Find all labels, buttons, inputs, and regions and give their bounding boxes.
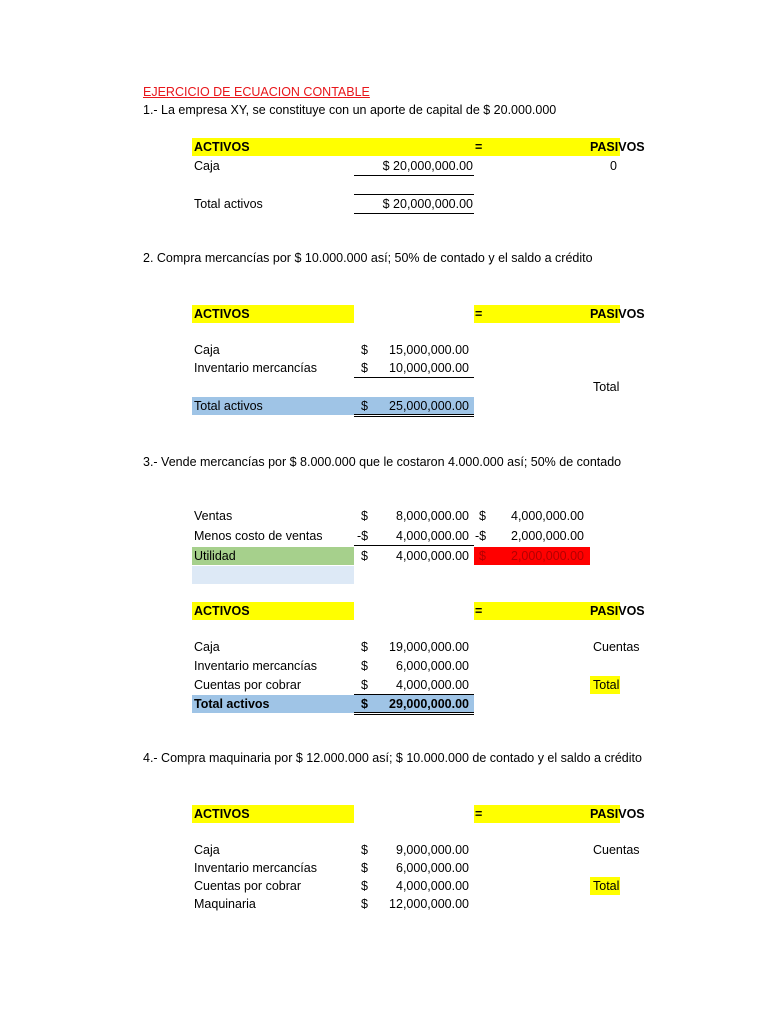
q2-total-label: Total activos [194,399,263,413]
q3-cxc-value: 4,000,000.00 [396,678,469,692]
q3-right-total-label: Total [593,678,620,692]
q3-activos-header: ACTIVOS [194,604,250,618]
q3-caja-currency: $ [361,640,368,654]
q2-total-double-underline [354,414,474,417]
q4-inventario-value: 6,000,000.00 [396,861,469,875]
q3-total-double-underline [354,712,474,715]
q1-total-value: $ 20,000,000.00 [382,197,473,211]
q4-cxc-value: 4,000,000.00 [396,879,469,893]
q4-caja-currency: $ [361,843,368,857]
q1-activos-header: ACTIVOS [194,140,250,154]
q4-maquinaria-currency: $ [361,897,368,911]
q4-right-total-label: Total [593,879,620,893]
q3-costo-value-2: 2,000,000.00 [511,529,584,543]
q1-caja-value: $ 20,000,000.00 [382,159,473,173]
q3-caja-value: 19,000,000.00 [389,640,469,654]
q3-costo-underline [354,545,474,546]
q2-caja-value: 15,000,000.00 [389,343,469,357]
q1-pasivos-header: PASIVOS [590,140,645,154]
q1-total-topline [354,194,474,195]
question-2-text: 2. Compra mercancías por $ 10.000.000 así; 50% de contado y el saldo a crédito [143,251,593,265]
q2-right-total-label: Total [593,380,620,394]
q1-total-underline [354,213,474,214]
q3-utilidad-value-2: 2,000,000.00 [511,549,584,563]
q3-total-value: 29,000,000.00 [389,697,469,711]
q3-cxc-label: Cuentas por cobrar [194,678,302,692]
page-title: EJERCICIO DE ECUACION CONTABLE [143,85,370,99]
q3-utilidad-currency: $ [361,549,368,563]
q4-equals-sign: = [475,807,483,821]
q3-right-cuentas-label: Cuentas [593,640,640,654]
q2-total-currency: $ [361,399,368,413]
q2-inventario-value: 10,000,000.00 [389,361,469,375]
q3-costo-currency-2: -$ [475,529,487,543]
q1-caja-underline [354,175,474,176]
question-1-text: 1.- La empresa XY, se constituye con un aporte de capital de $ 20.000.000 [143,103,557,117]
q3-caja-label: Caja [194,640,220,654]
question-3-text: 3.- Vende mercancías por $ 8.000.000 que le costaron 4.000.000 así; 50% de contado [143,455,622,469]
q4-cxc-currency: $ [361,879,368,893]
q2-inventario-underline [354,377,474,378]
q4-maquinaria-label: Maquinaria [194,897,256,911]
q3-ventas-currency: $ [361,509,368,523]
q4-activos-header: ACTIVOS [194,807,250,821]
q4-cxc-label: Cuentas por cobrar [194,879,302,893]
q4-pasivos-header: PASIVOS [590,807,645,821]
q3-utilidad-currency-2: $ [479,549,486,563]
q2-caja-label: Caja [194,343,220,357]
q3-total-label: Total activos [194,697,270,711]
q2-inventario-currency: $ [361,361,368,375]
q2-equals-sign: = [475,307,483,321]
q2-total-value: 25,000,000.00 [389,399,469,413]
q1-total-label: Total activos [194,197,263,211]
q3-inventario-value: 6,000,000.00 [396,659,469,673]
q3-costo-currency: -$ [357,529,369,543]
q3-utilidad-label: Utilidad [194,549,236,563]
q3-equals-sign: = [475,604,483,618]
q3-cxc-currency: $ [361,678,368,692]
q3-empty-highlight [192,566,354,584]
q4-right-cuentas-label: Cuentas [593,843,640,857]
q3-pasivos-header: PASIVOS [590,604,645,618]
q1-caja-label: Caja [194,159,220,173]
q3-ventas-label: Ventas [194,509,233,523]
q3-costo-value: 4,000,000.00 [396,529,469,543]
q4-inventario-label: Inventario mercancías [194,861,317,875]
q2-inventario-label: Inventario mercancías [194,361,317,375]
q4-maquinaria-value: 12,000,000.00 [389,897,469,911]
q3-inventario-label: Inventario mercancías [194,659,317,673]
q1-right-value: 0 [610,159,617,173]
q3-inventario-currency: $ [361,659,368,673]
q3-utilidad-value: 4,000,000.00 [396,549,469,563]
q4-caja-value: 9,000,000.00 [396,843,469,857]
q3-total-currency: $ [361,697,368,711]
q4-inventario-currency: $ [361,861,368,875]
q3-ventas-value: 8,000,000.00 [396,509,469,523]
q3-ventas-currency-2: $ [479,509,486,523]
q4-caja-label: Caja [194,843,220,857]
q1-header-highlight [192,138,620,156]
question-4-text: 4.- Compra maquinaria por $ 12.000.000 así; $ 10.000.000 de contado y el saldo a crédito [143,751,642,765]
q1-equals-sign: = [475,140,483,154]
q2-pasivos-header: PASIVOS [590,307,645,321]
q3-costo-label: Menos costo de ventas [194,529,323,543]
q2-caja-currency: $ [361,343,368,357]
q2-activos-header: ACTIVOS [194,307,250,321]
q3-ventas-value-2: 4,000,000.00 [511,509,584,523]
